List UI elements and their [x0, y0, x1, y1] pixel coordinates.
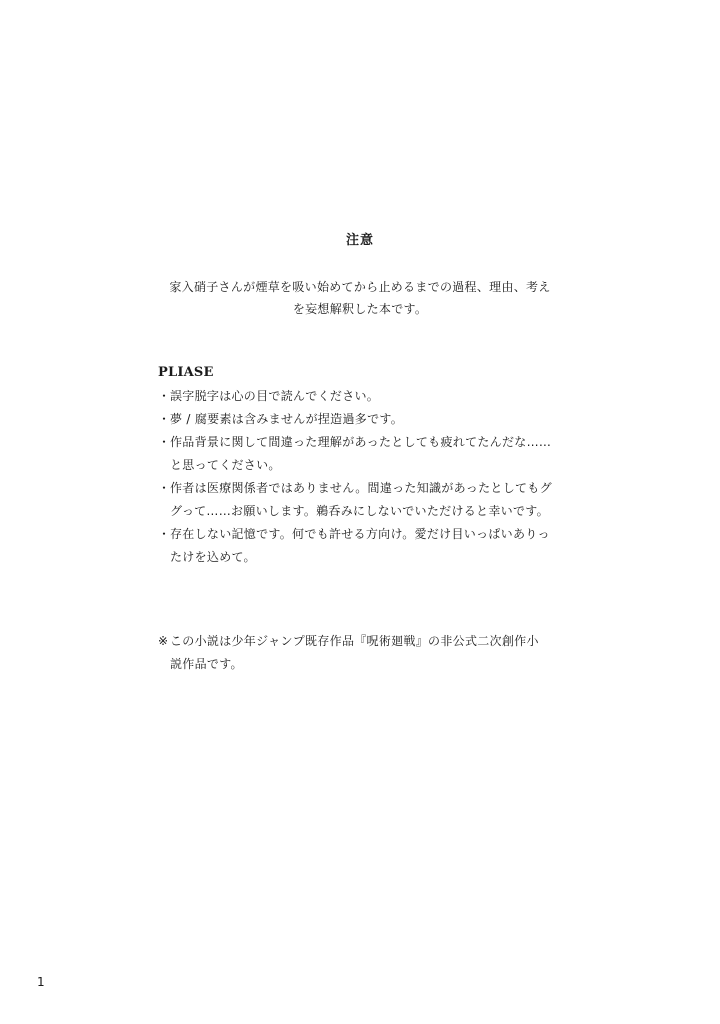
- list-item: [158, 385, 578, 408]
- notes-title: PLIASE: [158, 365, 214, 380]
- list-item: [158, 523, 578, 569]
- list-item: [158, 408, 578, 431]
- bullet-mark: ・: [158, 412, 171, 426]
- bullet-mark: ・: [158, 527, 171, 541]
- bullet-mark: ・: [158, 389, 171, 403]
- reference-mark: ※: [158, 634, 169, 648]
- note-line: と思ってください。: [170, 458, 281, 472]
- note-line: たけを込めて。: [170, 550, 256, 564]
- intro-line: を妄想解釈した本です。: [292, 302, 428, 316]
- note-line: 存在しない記憶です。何でも許せる方向け。愛だけ目いっぱいありっ: [170, 527, 550, 541]
- note-line: グって……お願いします。鵜呑みにしないでいただけると幸いです。: [170, 504, 549, 518]
- note-line: 作者は医療関係者ではありません。間違った知識があったとしてもグ: [170, 481, 552, 495]
- list-item: [158, 477, 578, 523]
- page-number: 1: [37, 975, 45, 989]
- intro-paragraph: [150, 276, 570, 320]
- note-line: 誤字脱字は心の目で読んでください。: [170, 389, 380, 403]
- list-item: [158, 431, 578, 477]
- page-heading: 注意: [345, 233, 374, 248]
- intro-line: 家入硝子さんが煙草を吸い始めてから止めるまでの過程、理由、考え: [169, 280, 551, 294]
- note-line: 夢 / 腐要素は含みませんが捏造過多です。: [170, 412, 404, 426]
- bullet-mark: ・: [158, 481, 171, 495]
- footnote-line: この小説は少年ジャンプ既存作品『呪術廻戦』の非公式二次創作小: [170, 634, 539, 648]
- notes-list: [158, 385, 578, 569]
- note-line: 作品背景に関して間違った理解があったとしても疲れてたんだな……: [170, 435, 552, 449]
- footnote: [158, 630, 578, 676]
- footnote-line: 説作品です。: [170, 657, 243, 671]
- bullet-mark: ・: [158, 435, 171, 449]
